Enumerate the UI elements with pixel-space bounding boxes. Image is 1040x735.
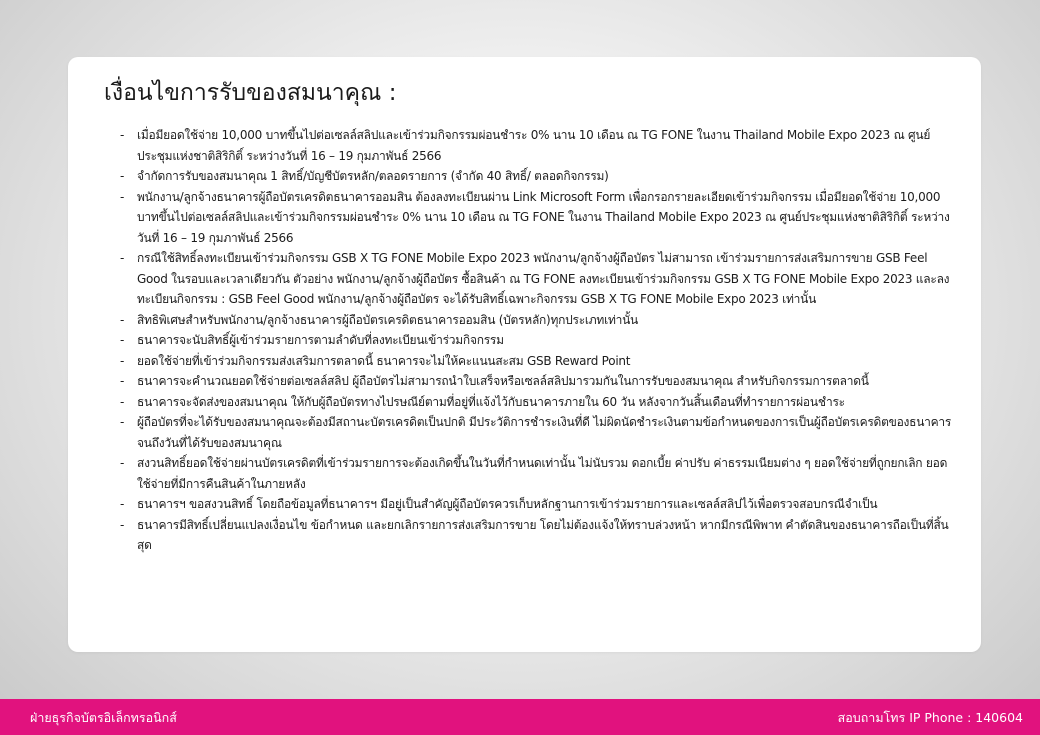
bullet-dash: -	[120, 128, 125, 142]
condition-item	[120, 330, 952, 351]
condition-item	[120, 248, 952, 310]
bullet-dash: -	[120, 497, 125, 511]
bullet-dash: -	[120, 169, 125, 183]
footer-department: ฝ่ายธุรกิจบัตรอิเล็กทรอนิกส์	[30, 710, 177, 725]
bullet-dash: -	[120, 251, 125, 265]
page-title: เงื่อนไขการรับของสมนาคุณ :	[104, 80, 397, 106]
condition-text: เมื่อมียอดใช้จ่าย 10,000 บาทขึ้นไปต่อเซลล์สลิปและเข้าร่วมกิจกรรมผ่อนชำระ 0% นาน 10 เดือน ณ TG FONE ในงาน Thailand Mobile Expo 2023 ณ ศูนย์ประชุมแห่งชาติสิริกิติ์ ระหว่างวันที่ 16 – 19 กุมภาพันธ์ 2566	[137, 128, 931, 163]
condition-text: ธนาคารจะนับสิทธิ์ผู้เข้าร่วมรายการตามลำดับที่ลงทะเบียนเข้าร่วมกิจกรรม	[137, 333, 504, 347]
condition-item	[120, 187, 952, 249]
condition-item	[120, 351, 952, 372]
condition-text: ธนาคารจะคำนวณยอดใช้จ่ายต่อเซลล์สลิป ผู้ถือบัตรไม่สามารถนำใบเสร็จหรือเซลล์สลิปมารวมกันในการรับของสมนาคุณ สำหรับกิจกรรมการตลาดนี้	[137, 374, 869, 388]
condition-item	[120, 392, 952, 413]
condition-text: พนักงาน/ลูกจ้างธนาคารผู้ถือบัตรเครดิตธนาคารออมสิน ต้องลงทะเบียนผ่าน Link Microsoft Form เพื่อกรอกรายละเอียดเข้าร่วมกิจกรรม เมื่อมียอดใช้จ่าย 10,000 บาทขึ้นไปต่อเซลล์สลิปและเข้าร่วมกิจกรรมผ่อนชำระ 0% นาน 10 เดือน ณ TG FONE ในงาน Thailand Mobile Expo 2023 ณ ศูนย์ประชุมแห่งชาติสิริกิติ์ ระหว่างวันที่ 16 – 19 กุมภาพันธ์ 2566	[137, 189, 950, 245]
bullet-dash: -	[120, 415, 125, 429]
condition-text: ธนาคารฯ ขอสงวนสิทธิ์ โดยถือข้อมูลที่ธนาคารฯ มีอยู่เป็นสำคัญผู้ถือบัตรควรเก็บหลักฐานการเข้าร่วมรายการและเซลล์สลิปไว้เพื่อตรวจสอบกรณีจำเป็น	[137, 497, 878, 511]
conditions-list	[120, 125, 952, 556]
condition-text: ผู้ถือบัตรที่จะได้รับของสมนาคุณจะต้องมีสถานะบัตรเครดิตเป็นปกติ มีประวัติการชำระเงินที่ดี ไม่ผิดนัดชำระเงินตามข้อกำหนดของการเป็นผู้ถือบัตรเครดิตของธนาคารจนถึงวันที่ได้รับของสมนาคุณ	[137, 415, 952, 450]
condition-item	[120, 166, 952, 187]
condition-text: กรณีใช้สิทธิ์ลงทะเบียนเข้าร่วมกิจกรรม GSB X TG FONE Mobile Expo 2023 พนักงาน/ลูกจ้างผู้ถือบัตร ไม่สามารถ เข้าร่วมรายการส่งเสริมการขาย GSB Feel Good ในรอบและเวลาเดียวกัน ตัวอย่าง พนักงาน/ลูกจ้างผู้ถือบัตร ซื้อสินค้า ณ TG FONE ลงทะเบียนเข้าร่วมกิจกรรม GSB X TG FONE Mobile Expo 2023 และลงทะเบียนกิจกรรม : GSB Feel Good พนักงาน/ลูกจ้างผู้ถือบัตร จะได้รับสิทธิ์เฉพาะกิจกรรม GSB X TG FONE Mobile Expo 2023 เท่านั้น	[137, 251, 950, 306]
condition-item	[120, 453, 952, 494]
condition-text: สงวนสิทธิ์ยอดใช้จ่ายผ่านบัตรเครดิตที่เข้าร่วมรายการจะต้องเกิดขึ้นในวันที่กำหนดเท่านั้น ไม่นับรวม ดอกเบี้ย ค่าปรับ ค่าธรรมเนียมต่าง ๆ ยอดใช้จ่ายที่ถูกยกเลิก ยอดใช้จ่ายที่มีการคืนสินค้าในภายหลัง	[137, 456, 948, 491]
bullet-dash: -	[120, 517, 125, 532]
bullet-dash: -	[120, 333, 125, 347]
conditions-card	[68, 57, 981, 652]
bullet-dash: -	[120, 456, 125, 470]
bullet-dash: -	[120, 394, 125, 409]
condition-text: จำกัดการรับของสมนาคุณ 1 สิทธิ์/บัญชีบัตรหลัก/ตลอดรายการ (จำกัด 40 สิทธิ์/ ตลอดกิจกรรม)	[137, 169, 609, 183]
footer-bar	[0, 699, 1040, 735]
condition-text: สิทธิพิเศษสำหรับพนักงาน/ลูกจ้างธนาคารผู้ถือบัตรเครดิตธนาคารออมสิน (บัตรหลัก)ทุกประเภทเท่านั้น	[137, 312, 639, 327]
condition-item	[120, 412, 952, 453]
footer-contact: สอบถามโทร IP Phone : 140604	[837, 710, 1023, 725]
bullet-dash: -	[120, 374, 125, 388]
bullet-dash: -	[120, 189, 125, 204]
bullet-dash: -	[120, 353, 125, 368]
condition-item	[120, 310, 952, 331]
condition-text: ยอดใช้จ่ายที่เข้าร่วมกิจกรรมส่งเสริมการตลาดนี้ ธนาคารจะไม่ให้คะแนนสะสม GSB Reward Point	[137, 353, 631, 368]
condition-item	[120, 494, 952, 515]
condition-item	[120, 515, 952, 556]
condition-text: ธนาคารจะจัดส่งของสมนาคุณ ให้กับผู้ถือบัตรทางไปรษณีย์ตามที่อยู่ที่แจ้งไว้กับธนาคารภายใน 60 วัน หลังจากวันสิ้นเดือนที่ทำรายการผ่อนชำระ	[137, 394, 845, 409]
condition-text: ธนาคารมีสิทธิ์เปลี่ยนแปลงเงื่อนไข ข้อกำหนด และยกเลิกรายการส่งเสริมการขาย โดยไม่ต้องแจ้งให้ทราบล่วงหน้า หากมีกรณีพิพาท คำตัดสินของธนาคารถือเป็นที่สิ้นสุด	[137, 517, 949, 552]
condition-item	[120, 125, 952, 166]
bullet-dash: -	[120, 312, 125, 327]
condition-item	[120, 371, 952, 392]
